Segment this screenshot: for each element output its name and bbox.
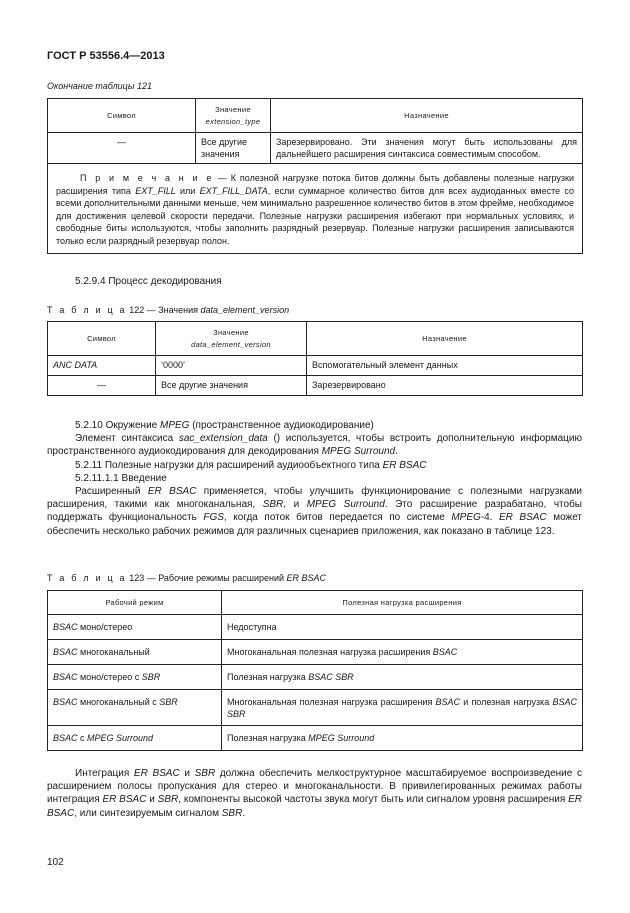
- table-cell: BSAC моно/стерео: [48, 615, 222, 640]
- col-value: Значение data_element_version: [156, 322, 307, 356]
- table-123-title: Т а б л и ц а 123 — Рабочие режимы расширений ER BSAC: [47, 573, 327, 583]
- table-cell: ANC DATA: [48, 356, 156, 376]
- table-cell: Зарезервировано: [307, 376, 583, 396]
- table-cell: Полезная нагрузка MPEG Surround: [222, 726, 583, 751]
- table-cell: Многоканальная полезная нагрузка расширения BSAC и полезная нагрузка BSAC SBR: [222, 690, 583, 726]
- col-mode: Рабочий режим: [48, 591, 222, 615]
- page-number: 102: [47, 857, 64, 868]
- table-122: [47, 321, 583, 396]
- section-heading: 5.2.9.4 Процесс декодирования: [75, 276, 222, 287]
- table-123: [47, 590, 583, 751]
- table-cell: Недоступна: [222, 615, 583, 640]
- col-purpose: Назначение: [307, 322, 583, 356]
- col-payload: Полезная нагрузка расширения: [222, 591, 583, 615]
- col-purpose: Назначение: [271, 99, 583, 133]
- table-121: [47, 98, 583, 254]
- table-cell: Все другие значения: [196, 133, 271, 164]
- table-cell: —: [48, 133, 196, 164]
- table-cell: Многоканальная полезная нагрузка расширения BSAC: [222, 640, 583, 665]
- table-cell: Все другие значения: [156, 376, 307, 396]
- table-cell: BSAC моно/стерео с SBR: [48, 665, 222, 690]
- table-cell: BSAC многоканальный: [48, 640, 222, 665]
- body-text-1: 5.2.10 Окружение MPEG (пространственное аудиокодирование) Элемент синтаксиса sac_extension_data () используется, чтобы встроить дополнительную информацию пространственного аудиокодирования для декодирования MPEG Surround. 5.2.11 Полезные нагрузки для расширений аудиообъектного типа ER BSAC 5.2.11.1.1 Введение Расширенный ER BSAC применяется, чтобы улучшить функционирование с полезными нагрузками расширения, такими как многоканальная, SBR, и MPEG Surround. Это расширение разрабатано, чтобы поддержать функциональность FGS, когда поток битов передается по системе MPEG-4. ER BSAC может обеспечить несколько рабочих режимов для различных сценариев приложения, как показано в таблице 123.: [47, 420, 583, 537]
- col-value: Значение extension_type: [196, 99, 271, 133]
- col-symbol: Символ: [48, 99, 196, 133]
- table-122-title: Т а б л и ц а 122 — Значения data_element_version: [47, 305, 290, 315]
- document-header: ГОСТ Р 53556.4—2013: [47, 50, 165, 62]
- table-cell: —: [48, 376, 156, 396]
- table-cell: Полезная нагрузка BSAC SBR: [222, 665, 583, 690]
- table-cell: BSAC с MPEG Surround: [48, 726, 222, 751]
- table-cell: Вспомогательный элемент данных: [307, 356, 583, 376]
- body-text-2: Интеграция ER BSAC и SBR должна обеспечить мелкоструктурное масштабируемое воспроизведение с расширением полосы пропускания для стерео и многоканальности. В привилегированных режимах работы интеграция ER BSAC и SBR, компоненты высокой частоты звука могут быть или сигналом уровня расширения ER BSAC, или синтезируемым сигналом SBR.: [47, 768, 582, 819]
- table-cell: ‘0000’: [156, 356, 307, 376]
- col-symbol: Символ: [48, 322, 156, 356]
- table-cell: Зарезервировано. Эти значения могут быть использованы для дальнейшего расширения синтаксиса совместимым способом.: [271, 133, 583, 164]
- table-note: П р и м е ч а н и е — К полезной нагрузке потока битов должны быть добавлены полезные нагрузки расширения типа EXT_FILL или EXT_FILL_DATA, если суммарное количество битов для всех аудиоданных вместе со всеми дополнительными данными меньше, чем минимально разрешенное количество битов в этом фрейме, необходимое для достижения целевой скорости передачи. Полезные нагрузки расширения избегают при нормальных условиях, и свободные биты используются, чтобы заполнить разрядный резервуар. Полезные нагрузки расширения записываются только если разрядный резервуар полон.: [48, 164, 583, 254]
- table-cell: BSAC многоканальный с SBR: [48, 690, 222, 726]
- table-121-continuation-caption: Окончание таблицы 121: [47, 81, 152, 91]
